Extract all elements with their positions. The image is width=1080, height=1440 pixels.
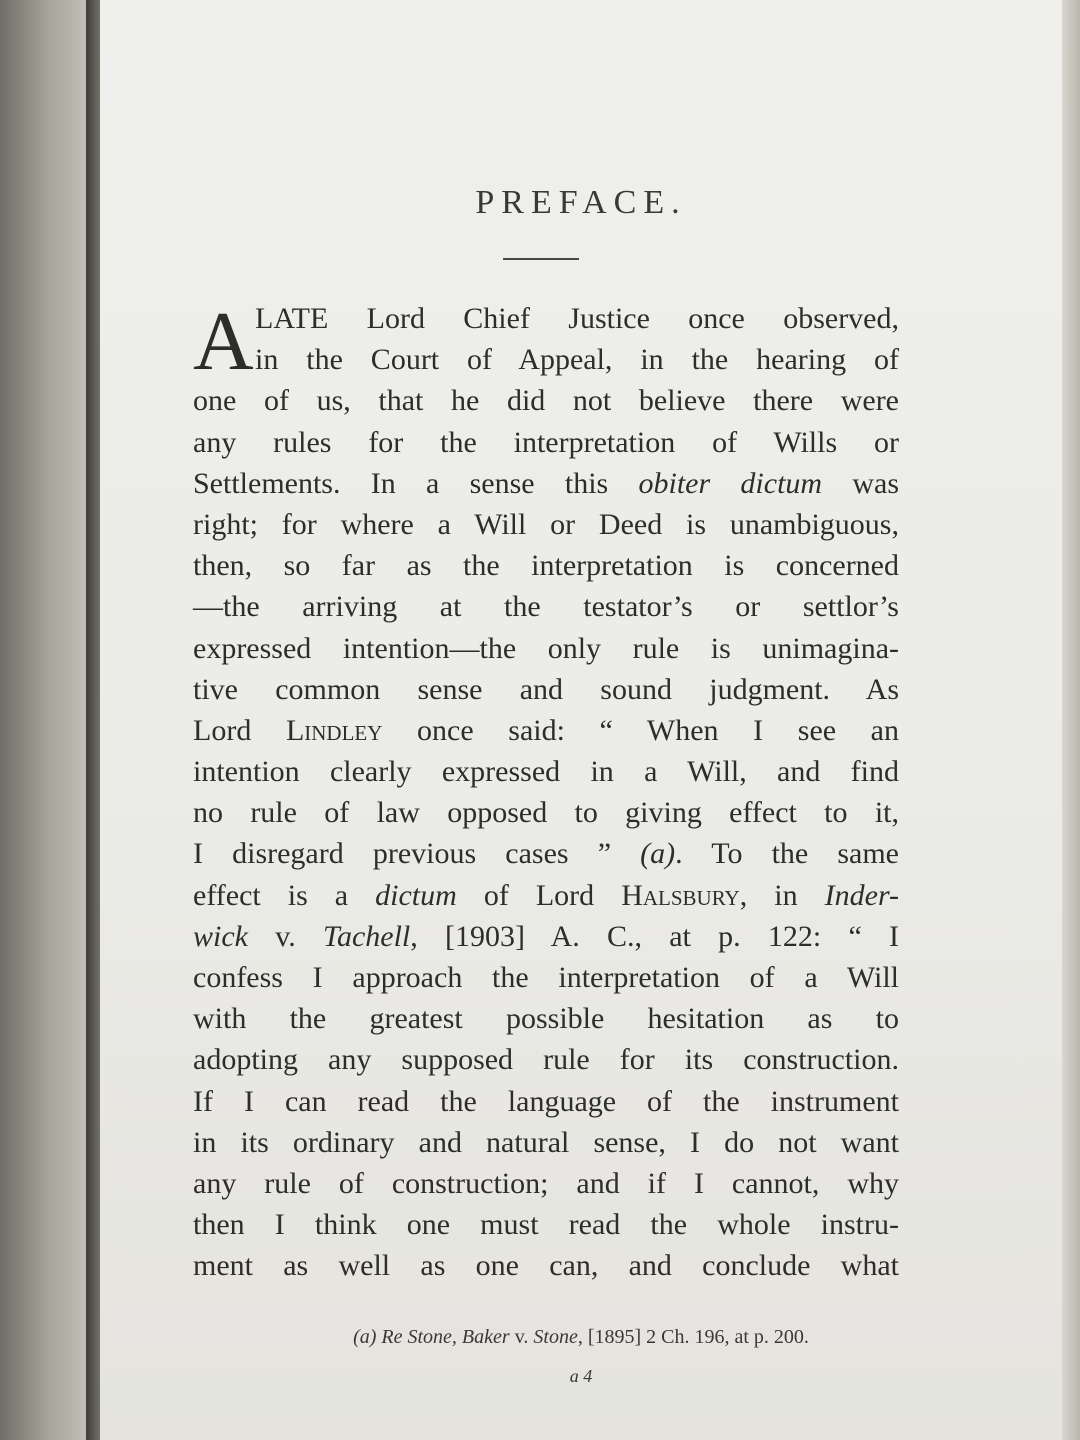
body-line: any rule of construction; and if I cannot, why — [193, 1166, 899, 1200]
page-heading: PREFACE. — [475, 184, 687, 221]
preface-body — [193, 295, 900, 1287]
footnote: (a) Re Stone, Baker v. Stone, [1895] 2 Ch. 196, at p. 200. — [353, 1326, 809, 1348]
heading-rule — [503, 258, 579, 260]
body-line: —the arriving at the testator’s or settlor’s — [193, 590, 899, 624]
body-line: no rule of law opposed to giving effect to it, — [193, 796, 899, 830]
body-line: intention clearly expressed in a Will, and find — [193, 755, 899, 789]
right-page-edge — [1062, 0, 1080, 1440]
body-line: adopting any supposed rule for its construction. — [193, 1043, 899, 1077]
body-line: I disregard previous cases ” (a). To the same — [193, 837, 899, 871]
body-line: Settlements. In a sense this obiter dictum was — [193, 466, 900, 500]
body-line: confess I approach the interpretation of a Will — [193, 961, 899, 994]
body-line: Lord Lindley once said: “ When I see an — [193, 713, 899, 747]
body-line: with the greatest possible hesitation as to — [193, 1002, 899, 1036]
body-line: then, so far as the interpretation is concerned — [193, 549, 899, 583]
body-line: wick v. Tachell, [1903] A. C., at p. 122: “ I — [193, 919, 899, 953]
body-line: right; for where a Will or Deed is unambiguous, — [193, 507, 899, 541]
body-line: one of us, that he did not believe there were — [193, 384, 899, 418]
body-line: tive common sense and sound judgment. As — [193, 672, 899, 706]
body-line: in the Court of Appeal, in the hearing of — [255, 343, 899, 377]
page-signature: a 4 — [569, 1366, 593, 1386]
body-line: effect is a dictum of Lord Halsbury, in Inder- — [193, 878, 900, 912]
body-line: any rules for the interpretation of Wills or — [193, 425, 899, 459]
body-line: in its ordinary and natural sense, I do not want — [193, 1125, 899, 1159]
body-line: then I think one must read the whole instru- — [193, 1208, 899, 1242]
body-line: ment as well as one can, and conclude what — [193, 1249, 899, 1283]
left-page-edge — [0, 0, 88, 1440]
body-line: expressed intention—the only rule is unimagina- — [193, 631, 899, 665]
book-page — [100, 0, 1062, 1440]
drop-cap: A — [193, 295, 254, 388]
body-line: If I can read the language of the instrument — [193, 1084, 899, 1118]
body-line: LATE Lord Chief Justice once observed, — [255, 302, 899, 335]
